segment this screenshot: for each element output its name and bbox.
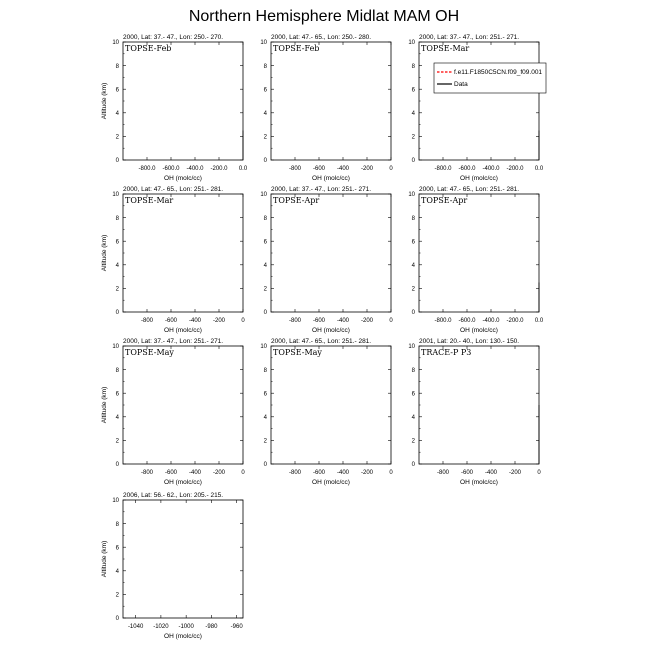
y-tick-label: 0 xyxy=(411,462,415,469)
y-tick-label: 10 xyxy=(112,498,119,505)
panel-campaign-label: TOPSE-May xyxy=(273,348,322,357)
y-tick-label: 10 xyxy=(112,344,119,351)
chart-panel-1 xyxy=(101,34,248,182)
y-tick-label: 2 xyxy=(411,438,415,445)
y-tick-label: 8 xyxy=(115,367,119,374)
panel-header: 2000, Lat: 37.- 47., Lon: 251.- 271. xyxy=(123,338,224,345)
plot-frame xyxy=(123,194,243,312)
y-tick-label: 2 xyxy=(115,134,119,141)
x-tick-label: -800 xyxy=(288,470,302,476)
y-axis-label: Altitude (km) xyxy=(101,540,108,578)
x-tick-label: -600 xyxy=(164,318,178,324)
y-tick-label: 6 xyxy=(115,391,119,398)
x-tick-label: 0 xyxy=(537,470,541,476)
plot-frame xyxy=(123,500,243,618)
x-axis-label: OH (molc/cc) xyxy=(164,327,202,334)
x-axis-label: OH (molc/cc) xyxy=(460,175,498,182)
y-tick-label: 8 xyxy=(263,367,267,374)
panel-campaign-label: TOPSE-May xyxy=(125,348,174,357)
panel-header: 2000, Lat: 47.- 65., Lon: 251.- 281. xyxy=(123,186,224,193)
panel-header: 2000, Lat: 47.- 65., Lon: 251.- 281. xyxy=(271,338,372,345)
x-axis-label: OH (molc/cc) xyxy=(460,479,498,486)
x-tick-label: -1020 xyxy=(153,624,169,630)
y-tick-label: 0 xyxy=(263,310,267,317)
y-tick-label: 2 xyxy=(263,286,267,293)
x-tick-label: -400.0 xyxy=(482,166,500,172)
x-tick-label: 0.0 xyxy=(534,166,544,172)
x-axis-label: OH (molc/cc) xyxy=(312,175,350,182)
y-tick-label: 10 xyxy=(112,192,119,199)
y-tick-label: 6 xyxy=(411,391,415,398)
panel-campaign-label: TOPSE-Feb xyxy=(273,44,320,53)
y-tick-label: 8 xyxy=(263,63,267,70)
x-tick-label: -800.0 xyxy=(138,166,156,172)
y-tick-label: 6 xyxy=(411,87,415,94)
chart-panel-3 xyxy=(408,34,544,182)
x-tick-label: -800 xyxy=(436,470,450,476)
panel-header: 2000, Lat: 37.- 47., Lon: 251.- 271. xyxy=(271,186,372,193)
x-tick-label: -1000 xyxy=(178,624,194,630)
plot-frame xyxy=(271,194,391,312)
x-tick-label: 0 xyxy=(241,318,245,324)
x-tick-label: -600.0 xyxy=(458,318,476,324)
x-axis-label: OH (molc/cc) xyxy=(164,175,202,182)
y-tick-label: 0 xyxy=(115,616,119,623)
x-tick-label: -400 xyxy=(188,318,202,324)
x-tick-label: 0 xyxy=(389,470,393,476)
chart-panel-5 xyxy=(260,186,393,334)
x-tick-label: -800.0 xyxy=(434,166,452,172)
panel-header: 2000, Lat: 47.- 65., Lon: 251.- 281. xyxy=(419,186,520,193)
x-tick-label: -400 xyxy=(484,470,498,476)
panel-campaign-label: TOPSE-Mar xyxy=(125,196,174,205)
x-tick-label: 0.0 xyxy=(238,166,248,172)
chart-panel-2 xyxy=(260,34,393,182)
y-tick-label: 2 xyxy=(115,592,119,599)
x-tick-label: -200.0 xyxy=(506,318,524,324)
x-axis-label: OH (molc/cc) xyxy=(164,479,202,486)
panel-header: 2000, Lat: 47.- 65., Lon: 250.- 280. xyxy=(271,34,372,41)
x-axis-label: OH (molc/cc) xyxy=(312,327,350,334)
x-tick-label: -800 xyxy=(140,318,154,324)
legend xyxy=(434,63,546,93)
legend-entry-label: Data xyxy=(454,81,468,89)
y-tick-label: 4 xyxy=(411,415,415,421)
y-tick-label: 8 xyxy=(115,63,119,70)
chart-panel-6 xyxy=(408,186,544,334)
x-tick-label: -600 xyxy=(312,318,326,324)
y-tick-label: 4 xyxy=(411,263,415,269)
y-tick-label: 8 xyxy=(115,521,119,528)
legend-entry-label: f.e11.F1850C5CN.f09_f09.001 xyxy=(454,69,543,77)
plot-frame xyxy=(419,42,539,160)
y-tick-label: 10 xyxy=(260,192,267,199)
y-tick-label: 6 xyxy=(411,239,415,246)
panel-header: 2000, Lat: 37.- 47., Lon: 251.- 271. xyxy=(419,34,520,41)
panel-header: 2001, Lat: 20.- 40., Lon: 130.- 150. xyxy=(419,338,520,345)
x-tick-label: 0.0 xyxy=(534,318,544,324)
x-tick-label: -980 xyxy=(205,624,218,630)
y-tick-label: 2 xyxy=(115,286,119,293)
y-tick-label: 2 xyxy=(263,438,267,445)
y-tick-label: 4 xyxy=(263,263,267,269)
legend-box xyxy=(434,63,546,93)
x-tick-label: -400 xyxy=(336,166,350,172)
y-tick-label: 10 xyxy=(408,40,415,47)
x-tick-label: -400 xyxy=(188,470,202,476)
y-axis-label: Altitude (km) xyxy=(101,82,108,120)
x-tick-label: -600 xyxy=(312,166,326,172)
x-tick-label: -400.0 xyxy=(482,318,500,324)
x-tick-label: -400 xyxy=(336,318,350,324)
x-tick-label: -200 xyxy=(360,166,374,172)
x-tick-label: -200 xyxy=(508,470,522,476)
y-tick-label: 4 xyxy=(115,263,119,269)
x-tick-label: 0 xyxy=(389,318,393,324)
x-tick-label: -200.0 xyxy=(210,166,228,172)
x-tick-label: -600 xyxy=(312,470,326,476)
y-axis-label: Altitude (km) xyxy=(101,234,108,272)
x-tick-label: -600 xyxy=(164,470,178,476)
panel-campaign-label: TOPSE-Apr xyxy=(421,196,468,205)
x-tick-label: -960 xyxy=(230,624,243,630)
plot-frame xyxy=(271,346,391,464)
y-tick-label: 10 xyxy=(408,344,415,351)
y-tick-label: 0 xyxy=(115,310,119,317)
x-tick-label: -400.0 xyxy=(186,166,204,172)
x-tick-label: -800 xyxy=(288,318,302,324)
y-tick-label: 4 xyxy=(263,415,267,421)
figure-title: Northern Hemisphere Midlat MAM OH xyxy=(188,8,460,25)
y-tick-label: 6 xyxy=(115,545,119,552)
y-tick-label: 8 xyxy=(411,63,415,70)
panel-campaign-label: TRACE-P P3 xyxy=(421,348,472,357)
plot-frame xyxy=(419,194,539,312)
x-axis-label: OH (molc/cc) xyxy=(460,327,498,334)
plot-frame xyxy=(271,42,391,160)
x-tick-label: -600.0 xyxy=(458,166,476,172)
y-tick-label: 6 xyxy=(115,239,119,246)
y-tick-label: 6 xyxy=(263,87,267,94)
y-tick-label: 4 xyxy=(115,111,119,117)
x-tick-label: -600.0 xyxy=(162,166,180,172)
y-tick-label: 0 xyxy=(115,158,119,165)
panel-campaign-label: TOPSE-Mar xyxy=(421,44,470,53)
y-tick-label: 2 xyxy=(115,438,119,445)
y-axis-label: Altitude (km) xyxy=(101,386,108,424)
y-tick-label: 2 xyxy=(411,134,415,141)
y-tick-label: 2 xyxy=(263,134,267,141)
y-tick-label: 0 xyxy=(263,462,267,469)
plot-frame xyxy=(419,346,539,464)
y-tick-label: 6 xyxy=(115,87,119,94)
y-tick-label: 4 xyxy=(263,111,267,117)
y-tick-label: 4 xyxy=(115,415,119,421)
plot-frame xyxy=(123,42,243,160)
x-tick-label: -800 xyxy=(288,166,302,172)
x-tick-label: 0 xyxy=(389,166,393,172)
y-tick-label: 4 xyxy=(115,569,119,575)
x-tick-label: -800.0 xyxy=(434,318,452,324)
y-tick-label: 4 xyxy=(411,111,415,117)
panel-campaign-label: TOPSE-Feb xyxy=(125,44,172,53)
y-tick-label: 10 xyxy=(260,344,267,351)
y-tick-label: 10 xyxy=(112,40,119,47)
y-tick-label: 8 xyxy=(115,215,119,222)
x-axis-label: OH (molc/cc) xyxy=(164,633,202,640)
chart-panel-10 xyxy=(101,492,243,640)
y-tick-label: 6 xyxy=(263,239,267,246)
y-tick-label: 8 xyxy=(411,367,415,374)
y-tick-label: 0 xyxy=(411,158,415,165)
y-tick-label: 8 xyxy=(411,215,415,222)
y-tick-label: 0 xyxy=(411,310,415,317)
x-tick-label: -200 xyxy=(212,318,226,324)
x-tick-label: -600 xyxy=(460,470,474,476)
chart-panel-8 xyxy=(260,338,393,486)
x-tick-label: -400 xyxy=(336,470,350,476)
x-axis-label: OH (molc/cc) xyxy=(312,479,350,486)
plot-frame xyxy=(123,346,243,464)
y-tick-label: 2 xyxy=(411,286,415,293)
panel-campaign-label: TOPSE-Apr xyxy=(273,196,320,205)
x-tick-label: -200 xyxy=(360,318,374,324)
chart-panel-4 xyxy=(101,186,245,334)
x-tick-label: -800 xyxy=(140,470,154,476)
chart-panel-9 xyxy=(408,338,541,486)
panel-header: 2000, Lat: 37.- 47., Lon: 250.- 270. xyxy=(123,34,224,41)
y-tick-label: 8 xyxy=(263,215,267,222)
y-tick-label: 10 xyxy=(260,40,267,47)
x-tick-label: -200.0 xyxy=(506,166,524,172)
y-tick-label: 0 xyxy=(263,158,267,165)
x-tick-label: 0 xyxy=(241,470,245,476)
y-tick-label: 6 xyxy=(263,391,267,398)
y-tick-label: 10 xyxy=(408,192,415,199)
x-tick-label: -1040 xyxy=(127,624,144,630)
chart-panel-7 xyxy=(101,338,245,486)
x-tick-label: -200 xyxy=(212,470,226,476)
panel-header: 2006, Lat: 56.- 62., Lon: 205.- 215. xyxy=(123,492,224,499)
x-tick-label: -200 xyxy=(360,470,374,476)
y-tick-label: 0 xyxy=(115,462,119,469)
